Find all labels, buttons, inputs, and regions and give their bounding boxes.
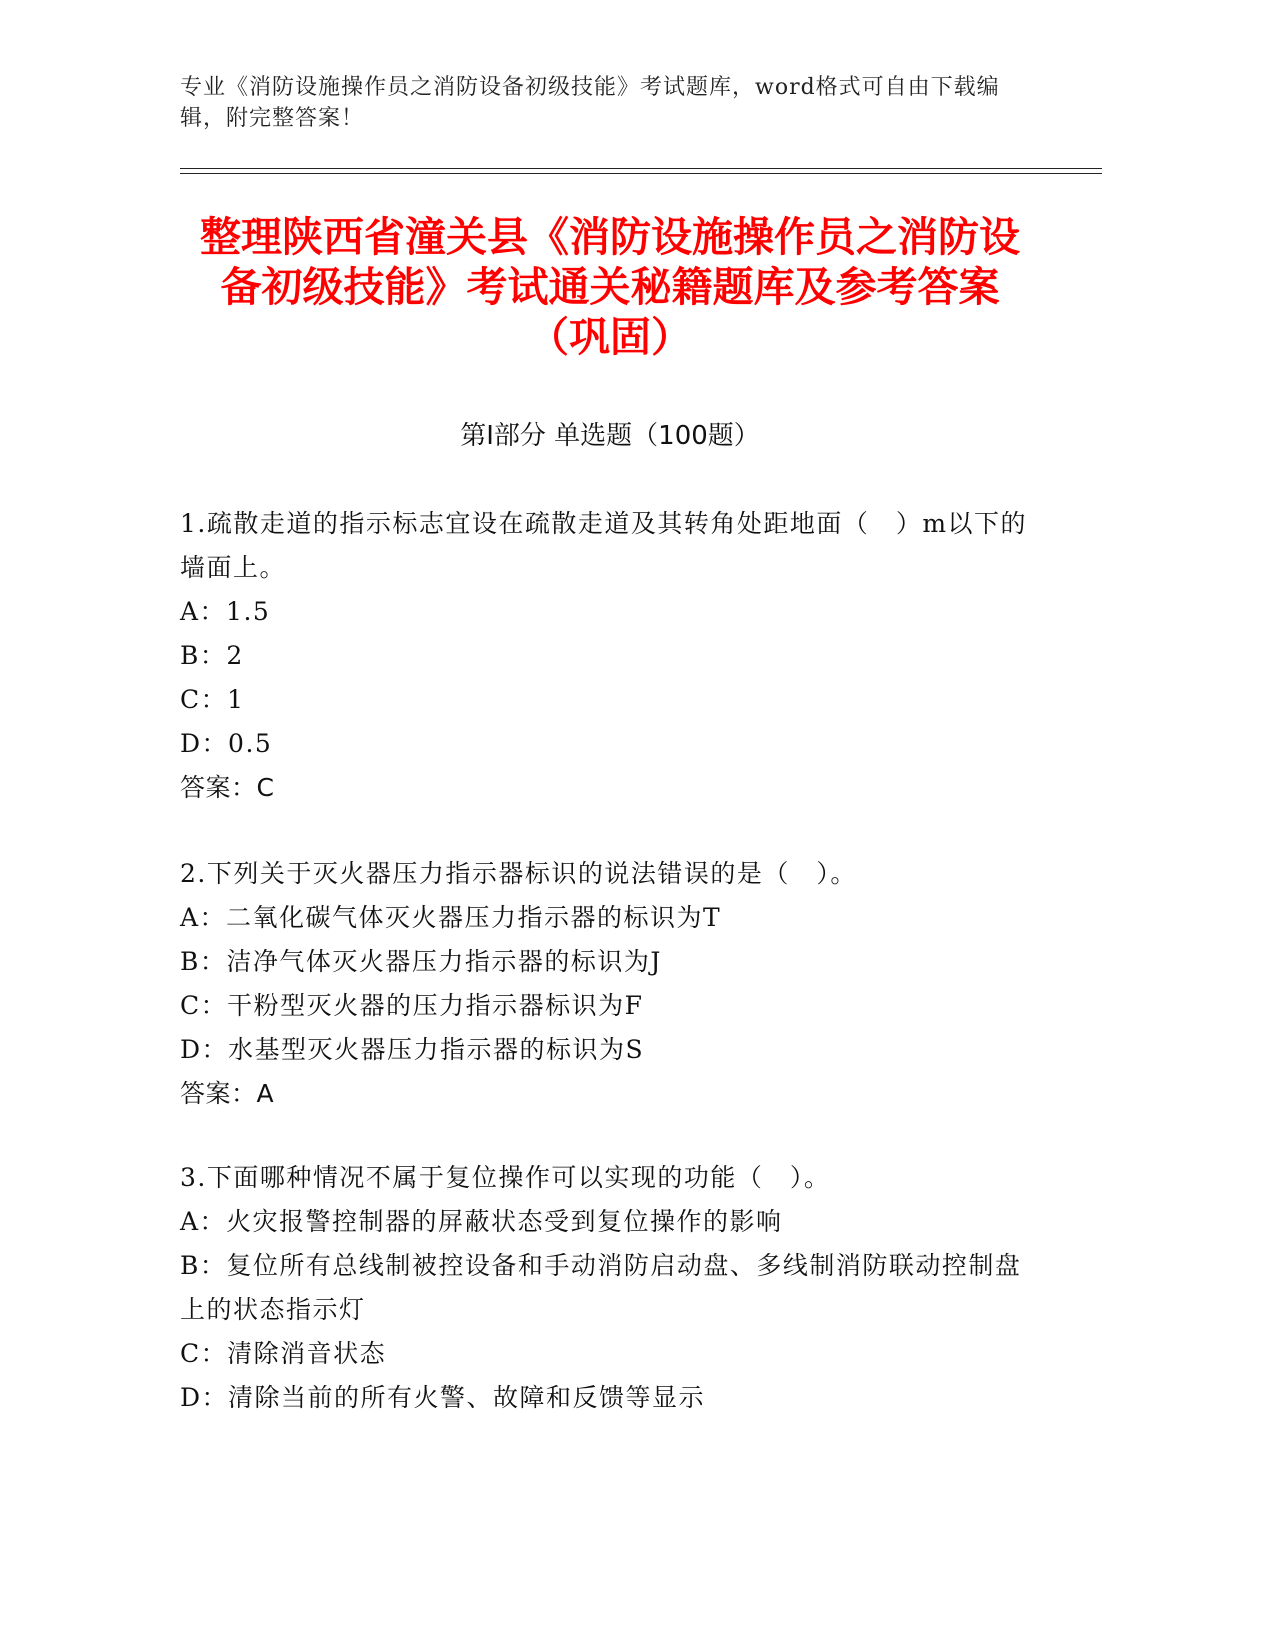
header-divider-top <box>180 168 1102 169</box>
header-note: 专业《消防设施操作员之消防设备初级技能》考试题库，word格式可自由下载编辑，附完整答案！ <box>180 75 1000 131</box>
section-heading: 第Ⅰ部分 单选题（100题） <box>460 421 760 451</box>
option-c: C：干粉型灭火器的压力指示器标识为F <box>180 991 644 1020</box>
option-d: D：清除当前的所有火警、故障和反馈等显示 <box>180 1383 706 1412</box>
option-a: A：火灾报警控制器的屏蔽状态受到复位操作的影响 <box>180 1207 783 1236</box>
question-stem: 3.下面哪种情况不属于复位操作可以实现的功能（ ）。 <box>180 1163 831 1192</box>
header-divider-bottom <box>180 173 1102 174</box>
answer-label: 答案：C <box>180 773 275 802</box>
question-2 <box>180 852 1040 1116</box>
option-c: C：清除消音状态 <box>180 1339 387 1368</box>
option-c: C：1 <box>180 685 245 714</box>
option-b: B：洁净气体灭火器压力指示器的标识为J <box>180 947 662 976</box>
option-a: A：1.5 <box>180 597 271 626</box>
question-3 <box>180 1156 1040 1420</box>
option-a: A：二氧化碳气体灭火器压力指示器的标识为T <box>180 903 722 932</box>
question-stem: 1.疏散走道的指示标志宜设在疏散走道及其转角处距地面（ ）m以下的墙面上。 <box>180 509 1028 582</box>
answer-label: 答案：A <box>180 1079 275 1108</box>
question-1 <box>180 502 1040 810</box>
document-title: 整理陕西省潼关县《消防设施操作员之消防设备初级技能》考试通关秘籍题库及参考答案（巩固） <box>200 213 1020 361</box>
option-d: D：0.5 <box>180 729 273 758</box>
option-b: B：复位所有总线制被控设备和手动消防启动盘、多线制消防联动控制盘上的状态指示灯 <box>180 1251 1022 1324</box>
option-b: B：2 <box>180 641 244 670</box>
option-d: D：水基型灭火器压力指示器的标识为S <box>180 1035 645 1064</box>
question-stem: 2.下列关于灭火器压力指示器标识的说法错误的是（ ）。 <box>180 859 857 888</box>
